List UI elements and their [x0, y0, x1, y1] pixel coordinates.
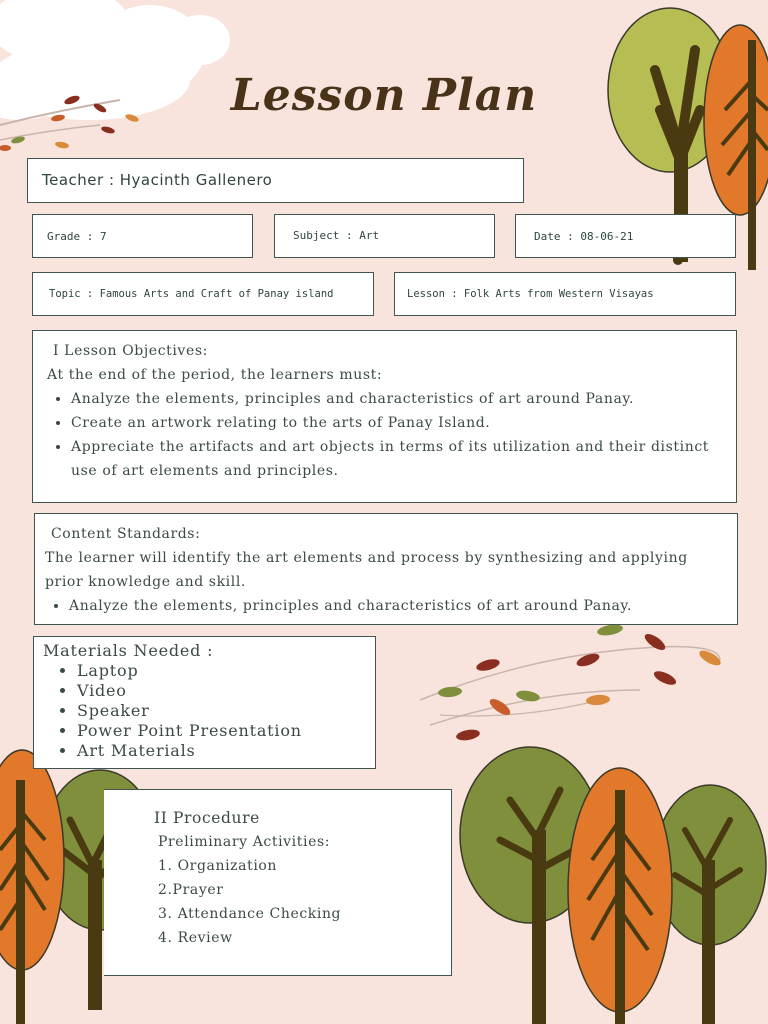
- procedure-step: 3. Attendance Checking: [158, 906, 342, 922]
- content-standards-section: [34, 513, 738, 625]
- list-item: • Art Materials: [77, 741, 367, 761]
- list-item: • Power Point Presentation: [77, 721, 367, 741]
- subject-label: Subject : Art: [293, 229, 380, 242]
- objectives-intro: At the end of the period, the learners must:: [47, 367, 383, 383]
- materials-heading: Materials Needed :: [43, 641, 214, 660]
- procedure-heading: II Procedure: [154, 809, 260, 827]
- list-item: • Appreciate the artifacts and art objects in terms of its utilization and their distinct use of art elements and principles.: [71, 435, 724, 483]
- teacher-field: [27, 158, 524, 203]
- list-item: • Analyze the elements, principles and characteristics of art around Panay.: [69, 594, 725, 618]
- tree-icon: [0, 750, 64, 1024]
- list-item: • Speaker: [77, 701, 367, 721]
- topic-label: Topic : Famous Arts and Craft of Panay island: [49, 288, 334, 300]
- content-list: [45, 594, 725, 618]
- page-title: Lesson Plan: [230, 70, 538, 121]
- falling-leaves-icon: [420, 623, 723, 742]
- lesson-label: Lesson : Folk Arts from Western Visayas: [407, 288, 654, 300]
- objectives-section: [32, 330, 737, 503]
- procedure-step: 2.Prayer: [158, 882, 224, 898]
- date-field: [515, 214, 736, 258]
- teacher-label: Teacher : Hyacinth Gallenero: [42, 171, 273, 189]
- topic-field: [32, 272, 374, 316]
- tree-icon: [568, 768, 672, 1024]
- list-item: • Video: [77, 681, 367, 701]
- materials-section: [33, 636, 376, 769]
- procedure-subheading: Preliminary Activities:: [158, 834, 331, 850]
- materials-list: [43, 661, 367, 761]
- list-item: • Laptop: [77, 661, 367, 681]
- list-item: • Analyze the elements, principles and characteristics of art around Panay.: [71, 387, 724, 411]
- subject-field: [274, 214, 495, 258]
- procedure-step: 1. Organization: [158, 858, 278, 874]
- grade-label: Grade : 7: [47, 230, 107, 243]
- procedure-section: [104, 789, 452, 976]
- date-label: Date : 08-06-21: [534, 230, 634, 243]
- content-text: The learner will identify the art elements and process by synthesizing and applying prior knowledge and skill.: [45, 550, 688, 590]
- objectives-heading: I Lesson Objectives:: [53, 343, 208, 359]
- procedure-step: 4. Review: [158, 930, 233, 946]
- content-heading: Content Standards:: [51, 526, 201, 542]
- grade-field: [32, 214, 253, 258]
- list-item: • Create an artwork relating to the arts of Panay Island.: [71, 411, 724, 435]
- lesson-field: [394, 272, 736, 316]
- objectives-list: [47, 387, 724, 483]
